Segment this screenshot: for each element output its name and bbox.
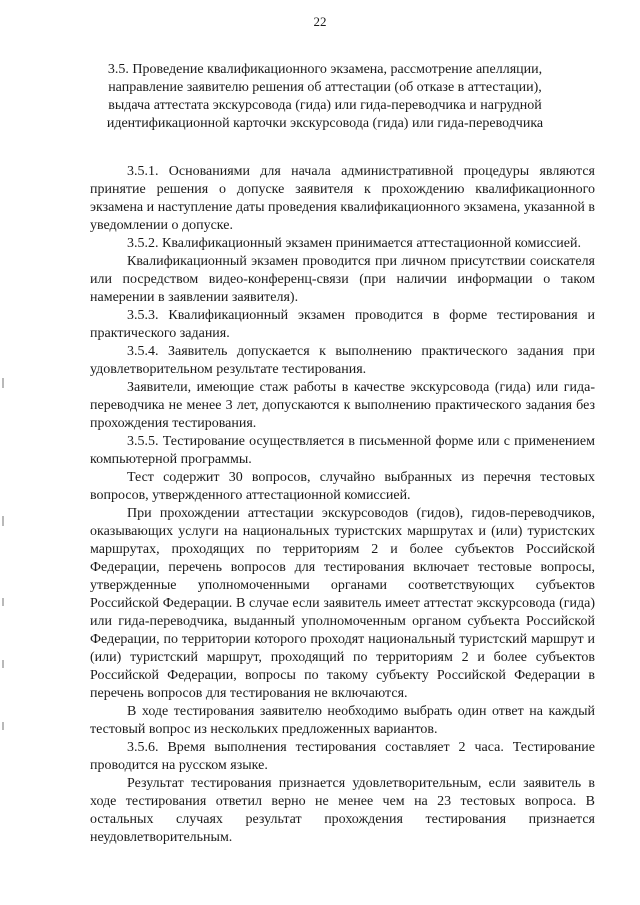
- section-body: [90, 163, 595, 847]
- paragraph: Квалификационный экзамен проводится при личном присутствии соискателя или посредством видео-конференц-связи (при наличии информации о таком намерении в заявлении заявителя).: [90, 254, 595, 305]
- scan-edge-mark: [2, 516, 4, 526]
- paragraph: Тест содержит 30 вопросов, случайно выбранных из перечня тестовых вопросов, утвержденного аттестационной комиссией.: [90, 470, 595, 503]
- paragraph: При прохождении аттестации экскурсоводов (гидов), гидов-переводчиков, оказывающих услуги на национальных туристских маршрутах и (или) туристских маршрутах, проходящих по территориям 2 и более субъектов Российской Федерации, перечень вопросов для тестирования включает тестовые вопросы, утвержденные уполномоченными органами соответствующих субъектов Российской Федерации. В случае если заявитель имеет аттестат экскурсовода (гида) или гида-переводчика, выданный уполномоченным органом субъекта Российской Федерации, по территории которого проходят национальный туристский маршрут и (или) туристский маршрут, проходящий по территориям 2 и более субъектов Российской Федерации, вопросы по такому субъекту Российской Федерации в перечень вопросов для тестирования не включаются.: [90, 506, 595, 701]
- scan-edge-mark: [2, 378, 4, 388]
- paragraph: 3.5.5. Тестирование осуществляется в письменной форме или с применением компьютерной программы.: [90, 434, 595, 467]
- paragraph: Результат тестирования признается удовлетворительным, если заявитель в ходе тестирования ответил верно не менее чем на 23 тестовых вопроса. В остальных случаях результат прохождения тестирования признается неудовлетворительным.: [90, 776, 595, 845]
- paragraph: 3.5.1. Основаниями для начала административной процедуры являются принятие решения о допуске заявителя к прохождению квалификационного экзамена и наступление даты проведения квалификационного экзамена, указанной в уведомлении о допуске.: [90, 164, 595, 233]
- page-number: 22: [313, 14, 327, 29]
- scan-edge-mark: [2, 722, 4, 730]
- paragraph: 3.5.6. Время выполнения тестирования составляет 2 часа. Тестирование проводится на русском языке.: [90, 740, 595, 773]
- paragraph: В ходе тестирования заявителю необходимо выбрать один ответ на каждый тестовый вопрос из нескольких предложенных вариантов.: [90, 704, 595, 737]
- paragraph: 3.5.3. Квалификационный экзамен проводится в форме тестирования и практического задания.: [90, 308, 595, 341]
- scan-edge-mark: [2, 598, 4, 606]
- paragraph: 3.5.2. Квалификационный экзамен принимается аттестационной комиссией.: [127, 236, 581, 251]
- paragraph: 3.5.4. Заявитель допускается к выполнению практического задания при удовлетворительном результате тестирования.: [90, 344, 595, 377]
- paragraph: Заявители, имеющие стаж работы в качестве экскурсовода (гида) или гида-переводчика не менее 3 лет, допускаются к выполнению практического задания без прохождения тестирования.: [90, 380, 595, 431]
- section-title: 3.5. Проведение квалификационного экзамена, рассмотрение апелляции, направление заявителю решения об аттестации (об отказе в аттестации), выдача аттестата экскурсовода (гида) или гида-переводчика и нагрудной идентификационной карточки экскурсовода (гида) или гида-переводчика: [106, 62, 544, 131]
- scan-edge-mark: [2, 660, 4, 668]
